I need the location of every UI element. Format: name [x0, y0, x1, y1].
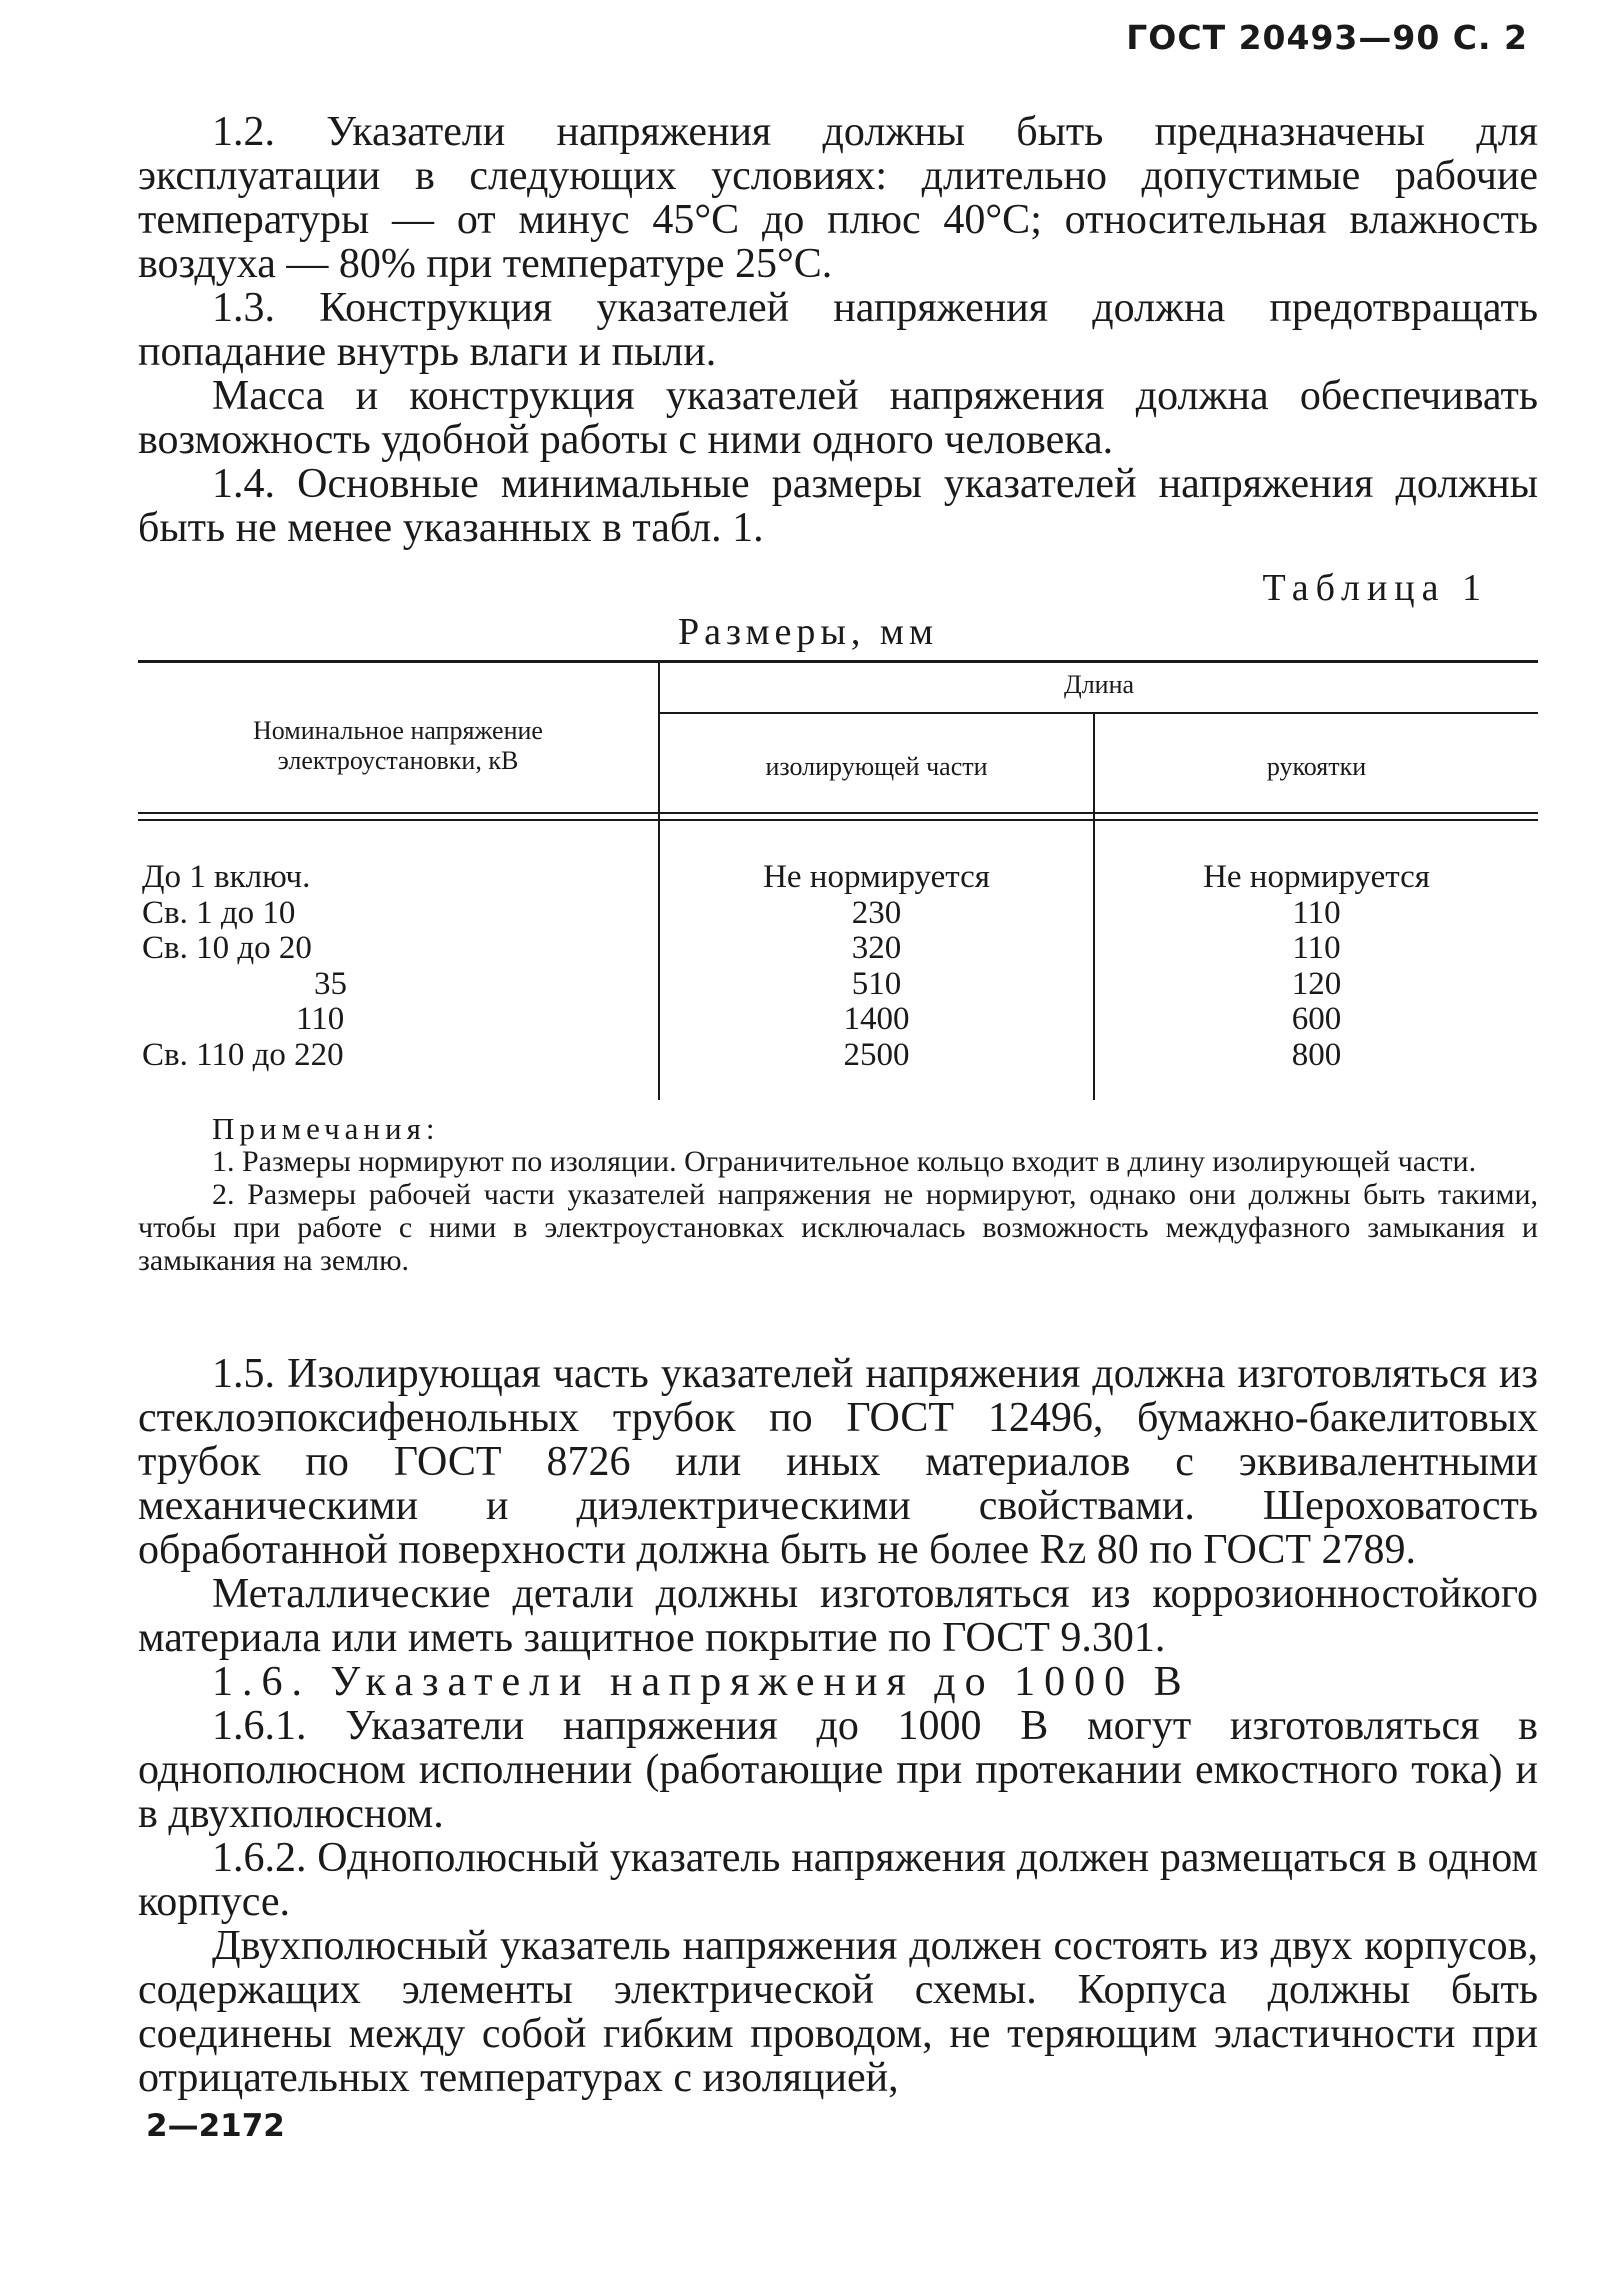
row-3-handle: 110	[1292, 930, 1341, 966]
notes-title: Примечания:	[212, 1111, 440, 1146]
row-6-insulating: 2500	[843, 1037, 910, 1073]
note-2: 2. Размеры рабочей части указателей напряжения не нормируют, однако они должны быть такими, чтобы при работе с ними в электроустановках исключалась возможность междуфазного замыкания и замыкания на землю.	[138, 1178, 1538, 1277]
page-signature: 2—2172	[146, 2108, 285, 2144]
body-text-bottom	[138, 1352, 1538, 2100]
row-2-handle: 110	[1292, 895, 1341, 931]
running-head: ГОСТ 20493—90 С. 2	[1126, 18, 1528, 57]
row-4-handle: 120	[1291, 966, 1342, 1002]
paragraph-1-3: 1.3. Конструкция указателей напряжения должна предотвращать попадание внутрь влаги и пыли.	[138, 285, 1538, 375]
row-2-insulating: 230	[851, 895, 902, 931]
paragraph-metal-parts: Металлические детали должны изготовляться из коррозионностойкого материала или иметь защитное покрытие по ГОСТ 9.301.	[138, 1571, 1538, 1661]
row-6-handle: 800	[1291, 1037, 1342, 1073]
note-1: 1. Размеры нормируют по изоляции. Ограничительное кольцо входит в длину изолирующей части.	[212, 1145, 1477, 1178]
body-text-top	[138, 110, 1538, 550]
table-header-rule-1	[138, 812, 1538, 814]
table-subcaption: Размеры, мм	[677, 611, 938, 653]
table-caption: Таблица 1	[1262, 567, 1488, 609]
row-1-handle: Не нормируется	[1203, 859, 1430, 895]
row-5-insulating: 1400	[843, 1001, 910, 1037]
table-top-rule	[138, 660, 1538, 663]
paragraph-two-pole: Двухполюсный указатель напряжения должен состоять из двух корпусов, содержащих элементы электрической схемы. Корпуса должны быть соединены между собой гибким проводом, не теряющим эластичности при отрицательных температурах с изоляцией,	[138, 1923, 1538, 2101]
paragraph-1-2: 1.2. Указатели напряжения должны быть предназначены для эксплуатации в следующих условиях: длительно допустимые рабочие температуры — от минус 45°С до плюс 40°С; относительная влажность воздуха — 80% при температуре 25°С.	[138, 109, 1538, 287]
header-length: Длина	[1063, 670, 1135, 699]
section-heading-1-6: 1.6. Указатели напряжения до 1000 В	[212, 1659, 1191, 1705]
row-4-insulating: 510	[851, 966, 902, 1002]
header-voltage: Номинальное напряжение электроустановки, кВ	[253, 716, 543, 775]
dimensions-table	[138, 660, 1538, 1100]
row-5-handle: 600	[1291, 1001, 1342, 1037]
row-6-voltage: Св. 110 до 220	[142, 1037, 344, 1073]
paragraph-1-4: 1.4. Основные минимальные размеры указателей напряжения должны быть не менее указанных в табл. 1.	[138, 461, 1538, 551]
header-handle: рукоятки	[1266, 752, 1367, 781]
row-4-voltage: 35	[314, 966, 347, 1002]
row-5-voltage: 110	[296, 1001, 345, 1037]
row-3-insulating: 320	[851, 930, 902, 966]
table-notes	[138, 1112, 1538, 1277]
table-group-rule	[660, 712, 1538, 714]
paragraph-mass: Масса и конструкция указателей напряжения должна обеспечивать возможность удобной работы с ними одного человека.	[138, 373, 1538, 463]
row-3-voltage: Св. 10 до 20	[142, 930, 312, 966]
row-1-insulating: Не нормируется	[763, 859, 990, 895]
row-2-voltage: Св. 1 до 10	[142, 895, 296, 931]
paragraph-1-6-1: 1.6.1. Указатели напряжения до 1000 В могут изготовляться в однополюсном исполнении (работающие при протекании емкостного тока) и в двухполюсном.	[138, 1703, 1538, 1837]
paragraph-1-5: 1.5. Изолирующая часть указателей напряжения должна изготовляться из стеклоэпоксифенольных трубок по ГОСТ 12496, бумажно-бакелитовых трубок по ГОСТ 8726 или иных материалов с эквивалентными механическими и диэлектрическими свойствами. Шероховатость обработанной поверхности должна быть не более Rz 80 по ГОСТ 2789.	[138, 1351, 1538, 1573]
paragraph-1-6-2: 1.6.2. Однополюсный указатель напряжения должен размещаться в одном корпусе.	[138, 1835, 1538, 1925]
header-insulating-part: изолирующей части	[765, 752, 988, 781]
row-1-voltage: До 1 включ.	[142, 859, 311, 895]
table-header-rule-2	[138, 819, 1538, 821]
